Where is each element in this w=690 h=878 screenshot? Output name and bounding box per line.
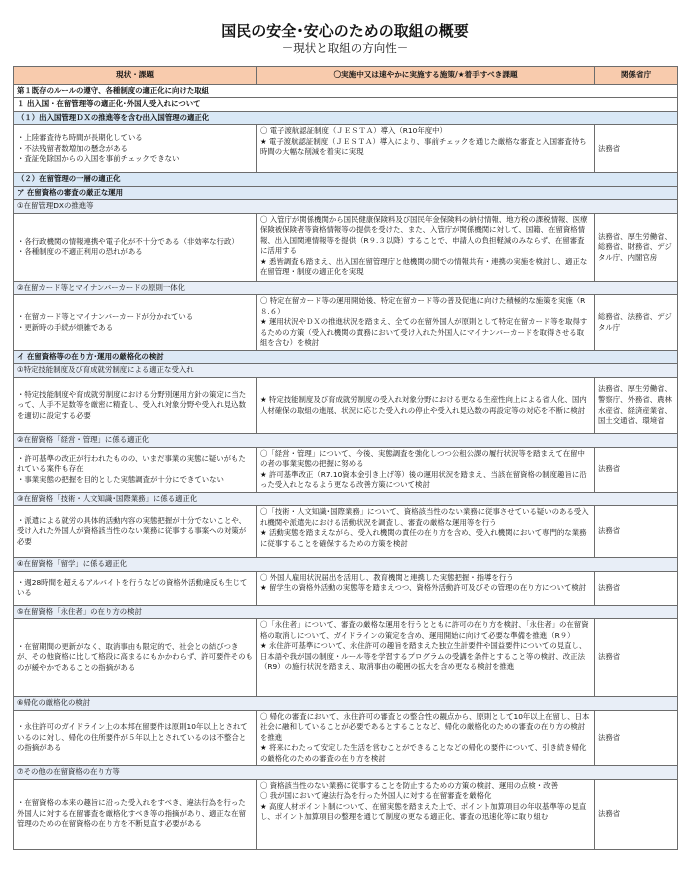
measure-text: ★ 活動実態を踏まえながら、受入れ機関の責任の在り方を含め、受入れ機関において専門的な業務に従事することを確保するための方策を検討 — [260, 528, 587, 548]
section-heading: １ 出入国・在留管理等の適正化･外国人受入れについて — [14, 98, 678, 112]
policy-table — [13, 66, 678, 850]
issue-text: ・事業実態の把握を目的とした実態調査が十分にできていない — [17, 474, 224, 484]
table-row — [14, 447, 678, 492]
measure-text: ★ 電子渡航認証制度（ＪＥＳＴＡ）導入により、事前チェックを通じた厳格な審査と入国審査待ち時間の大幅な削減を着実に実現 — [260, 136, 587, 157]
ministries-cell: 法務省 — [595, 710, 678, 766]
measure-text: 〇 入管庁が関係機関から国民健康保険料及び国民年金保険料の納付情報、地方税の課税情報、医療保険被保険者等資格情報等の提供を受けた、また、入管庁が関係機関に対して、国籍、在留資格情報、出入国関連情報等を提供（R９.３以降）することで、申請人の負担軽減のみならず、在留審査に活用する — [260, 214, 588, 256]
measure-text: ★ 悉皆調査も踏まえ、出入国在留管理庁と他機関の間での情報共有・連携の実施を検討し、適正な在留管理・制度の適正化を実現 — [260, 256, 588, 277]
issues-cell — [14, 378, 257, 434]
issues-cell — [14, 779, 257, 849]
subsection-heading: ア 在留資格の審査の厳正な運用 — [14, 186, 678, 200]
page-subtitle: －現状と取組の方向性－ — [281, 41, 409, 55]
issue-text: ・各行政機関の情報連携や電子化が不十分である（非効率な行政） — [17, 236, 239, 246]
issues-cell — [14, 213, 257, 281]
header-current-issues: 現状・課題 — [14, 67, 257, 85]
measures-cell — [257, 213, 595, 281]
item-heading: ②在留カード等とマイナンバーカードの原則一体化 — [14, 281, 678, 295]
measure-text: 〇「永住者」について、審査の厳格な運用を行うとともに許可の在り方を検討、「永住者」の在留資格の取消しについて、ガイドラインの策定を含め、運用開始に向けて必要な準備を推進（R９） — [260, 620, 589, 640]
measures-cell — [257, 710, 595, 766]
issue-text: ・更新時の手続が煩雑である — [17, 322, 114, 332]
measure-text: ★ 運用状況やＤＸの推進状況を踏まえ、全ての在留外国人が原則として特定在留カード等を取得するための方策（受入れ機関の責務において受け入れた外国人にマイナンバーカードを取得させる取組を含む）を検討 — [260, 317, 588, 348]
issues-cell — [14, 125, 257, 173]
table-row — [14, 779, 678, 849]
measures-cell — [257, 295, 595, 351]
table-row — [14, 295, 678, 351]
ministries-cell: 法務省 — [595, 125, 678, 173]
issues-cell — [14, 571, 257, 605]
issues-cell — [14, 447, 257, 492]
issues-cell — [14, 619, 257, 697]
measure-text: 〇 特定在留カード等の運用開始後、特定在留カード等の普及促進に向けた積極的な施策を実施（R８.６） — [260, 296, 586, 316]
measure-text: ★ 将来にわたって安定した生活を営むことができることなどの帰化の要件について、引き続き帰化の厳格化のための審査の在り方を検討 — [260, 743, 587, 763]
measure-text: ★ 特定技能制度及び育成就労制度の受入れ対象分野における更なる生産性向上による省人化、国内人材確保の取組の進展、状況に応じた受入れの停止や受入れ見込数の再設定等の対応を不断に検討 — [260, 394, 587, 415]
issue-text: ・許可基準の改正が行われたものの、いまだ事業の実態に疑いがもたれている案件も存在 — [17, 453, 246, 474]
issue-text: ・永住許可のガイドライン上の本邦在留要件は原則10年以上とされているのに対し、帰化の住所要件が５年以上とされているのは不整合との指摘がある — [17, 722, 248, 753]
issue-text: ・上陸審査待ち時間が長期化している — [17, 133, 143, 143]
measure-text: 〇 帰化の審査において、永住許可の審査との整合性の観点から、原則として10年以上在留し、日本社会に融和していることが必要であるとすることなど、帰化の厳格化のための審査の在り方の検討を推進 — [260, 711, 590, 742]
issue-text: ・在留資格の本来の趣旨に沿った受入れをすべき、違法行為を行った外国人に対する在留審査を厳格化すべき等の指摘があり、適正な在留管理のための在留資格の在り方を不断見直す必要がある — [17, 798, 246, 829]
measures-cell — [257, 619, 595, 697]
ministries-cell: 法務省 — [595, 506, 678, 558]
chapter-heading: 第１既存のルールの遵守、各種制度の適正化に向けた取組 — [14, 84, 678, 98]
issue-text: ・不法残留者数増加の懸念がある — [17, 143, 128, 153]
ministries-cell: 法務省 — [595, 619, 678, 697]
item-heading: ①特定技能制度及び育成就労制度による適正な受入れ — [14, 364, 678, 378]
issue-text: ・週28時間を超えるアルバイトを行うなどの資格外活動違反も生じている — [17, 577, 248, 598]
measures-cell — [257, 571, 595, 605]
item-heading: ⑥帰化の厳格化の検討 — [14, 697, 678, 711]
table-row — [14, 213, 678, 281]
table-row — [14, 506, 678, 558]
issues-cell — [14, 295, 257, 351]
measure-text: 〇 外国人雇用状況届出を活用し、教育機関と連携した実態把握・指導を行う — [260, 572, 514, 582]
issue-text: ・特定技能制度や育成就労制度における分野別運用方針の策定に当たって、人手不足数等を厳密に精査し、受入れ対象分野や受入れ見込数を適切に設定する必要 — [17, 389, 247, 420]
ministries-cell: 総務省、法務省、デジタル庁 — [595, 295, 678, 351]
issue-text: ・在留カード等とマイナンバーカードが分かれている — [17, 312, 194, 322]
issue-text: ・在留期間の更新がなく、取消事由も限定的で、社会との結びつきが、その他資格に比して格段に高まるにもかかわらず、許可要件そのものが緩やかであることの指摘がある — [17, 641, 253, 672]
subsection-heading: （２）在留管理の一層の適正化 — [14, 173, 678, 187]
item-heading: ⑤在留資格「永住者」の在り方の検討 — [14, 605, 678, 619]
measures-cell — [257, 447, 595, 492]
table-row — [14, 619, 678, 697]
ministries-cell: 法務省 — [595, 779, 678, 849]
measure-text: 〇「経営・管理」について、今後、実態調査を強化しつつ公租公課の履行状況等を踏まえて在留中の者の事業実態の把握に努める — [260, 448, 585, 469]
issue-text: ・派遣による就労の具体的活動内容の実態把握が十分でないことや、受け入れた外国人が資格該当性のない業務に従事する事案への対策が必要 — [17, 515, 247, 546]
measure-text: ★ 許可基準改正（R7.10資本金引き上げ等）後の運用状況を踏まえ、当該在留資格の制度趣旨に沿った受入れとなるよう更なる改善方策について検討 — [260, 469, 587, 490]
subsection-heading: イ 在留資格等の在り方･運用の厳格化の検討 — [14, 350, 678, 364]
measure-text: ★ 高度人材ポイント制について、在留実態を踏まえた上で、ポイント加算項目の年収基準等の見直し、ポイント加算項目の整理を通じて制度の更なる適正化、審査の迅速化等に取り組む — [260, 801, 587, 822]
measure-text: 〇「技術・人文知識･国際業務」について、資格該当性のない業務に従事させている疑いのある受入れ機関や派遣先における活動状況を調査し、審査の厳格な運用等を行う — [260, 507, 589, 527]
page-title: 国民の安全･安心のための取組の概要 — [221, 22, 469, 40]
table-row — [14, 378, 678, 434]
ministries-cell: 法務省、厚生労働省、警察庁、外務省、農林水産省、経済産業省、国土交通省、環境省 — [595, 378, 678, 434]
subsection-heading: （１）出入国管理ＤＸの推進等を含む出入国管理の適正化 — [14, 111, 678, 125]
header-measures: 〇実施中又は速やかに実施する施策/★着手すべき課題 — [257, 67, 595, 85]
issue-text: ・査証免除国からの入国を事前チェックできない — [17, 154, 180, 164]
ministries-cell: 法務省 — [595, 571, 678, 605]
measure-text: ★ 留学生の資格外活動の実態等を踏まえつつ、資格外活動許可及びその管理の在り方について検討 — [260, 583, 587, 593]
issues-cell — [14, 506, 257, 558]
item-heading: ⑦その他の在留資格の在り方等 — [14, 766, 678, 780]
measure-text: 〇 資格該当性のない業務に従事することを防止するための方策の検討、運用の点検・改善 — [260, 780, 558, 790]
measure-text: 〇 我が国において違法行為を行った外国人に対する在留審査を厳格化 — [260, 791, 492, 801]
item-heading: ③在留資格「技術・人文知識･国際業務」に係る適正化 — [14, 492, 678, 506]
measure-text: ★ 永住許可基準について、永住許可の趣旨を踏まえた独立生計要件や国益要件についての見直し、日本語や我が国の制度・ルール等を学習するプログラムの受講を条件とすること等の検討、改正法（R9）の施行状況を踏まえ、取消事由の範囲の拡大を含め更なる検討を推進 — [260, 641, 587, 672]
measures-cell — [257, 506, 595, 558]
item-heading: ①在留管理DXの推進等 — [14, 200, 678, 214]
header-row — [14, 67, 678, 85]
table-row — [14, 710, 678, 766]
measure-text: 〇 電子渡航認証制度（ＪＥＳＴＡ）導入（R10年度中） — [260, 126, 447, 136]
table-row — [14, 571, 678, 605]
header-ministries: 関係省庁 — [595, 67, 678, 85]
ministries-cell: 法務省、厚生労働省、総務省、財務省、デジタル庁、内閣官房 — [595, 213, 678, 281]
ministries-cell: 法務省 — [595, 447, 678, 492]
measures-cell — [257, 779, 595, 849]
table-row — [14, 125, 678, 173]
measures-cell — [257, 378, 595, 434]
issue-text: ・各種制度の不適正利用の恐れがある — [17, 247, 143, 257]
item-heading: ④在留資格「留学」に係る適正化 — [14, 558, 678, 572]
issues-cell — [14, 710, 257, 766]
measures-cell — [257, 125, 595, 173]
item-heading: ②在留資格「経営・管理」に係る適正化 — [14, 434, 678, 448]
